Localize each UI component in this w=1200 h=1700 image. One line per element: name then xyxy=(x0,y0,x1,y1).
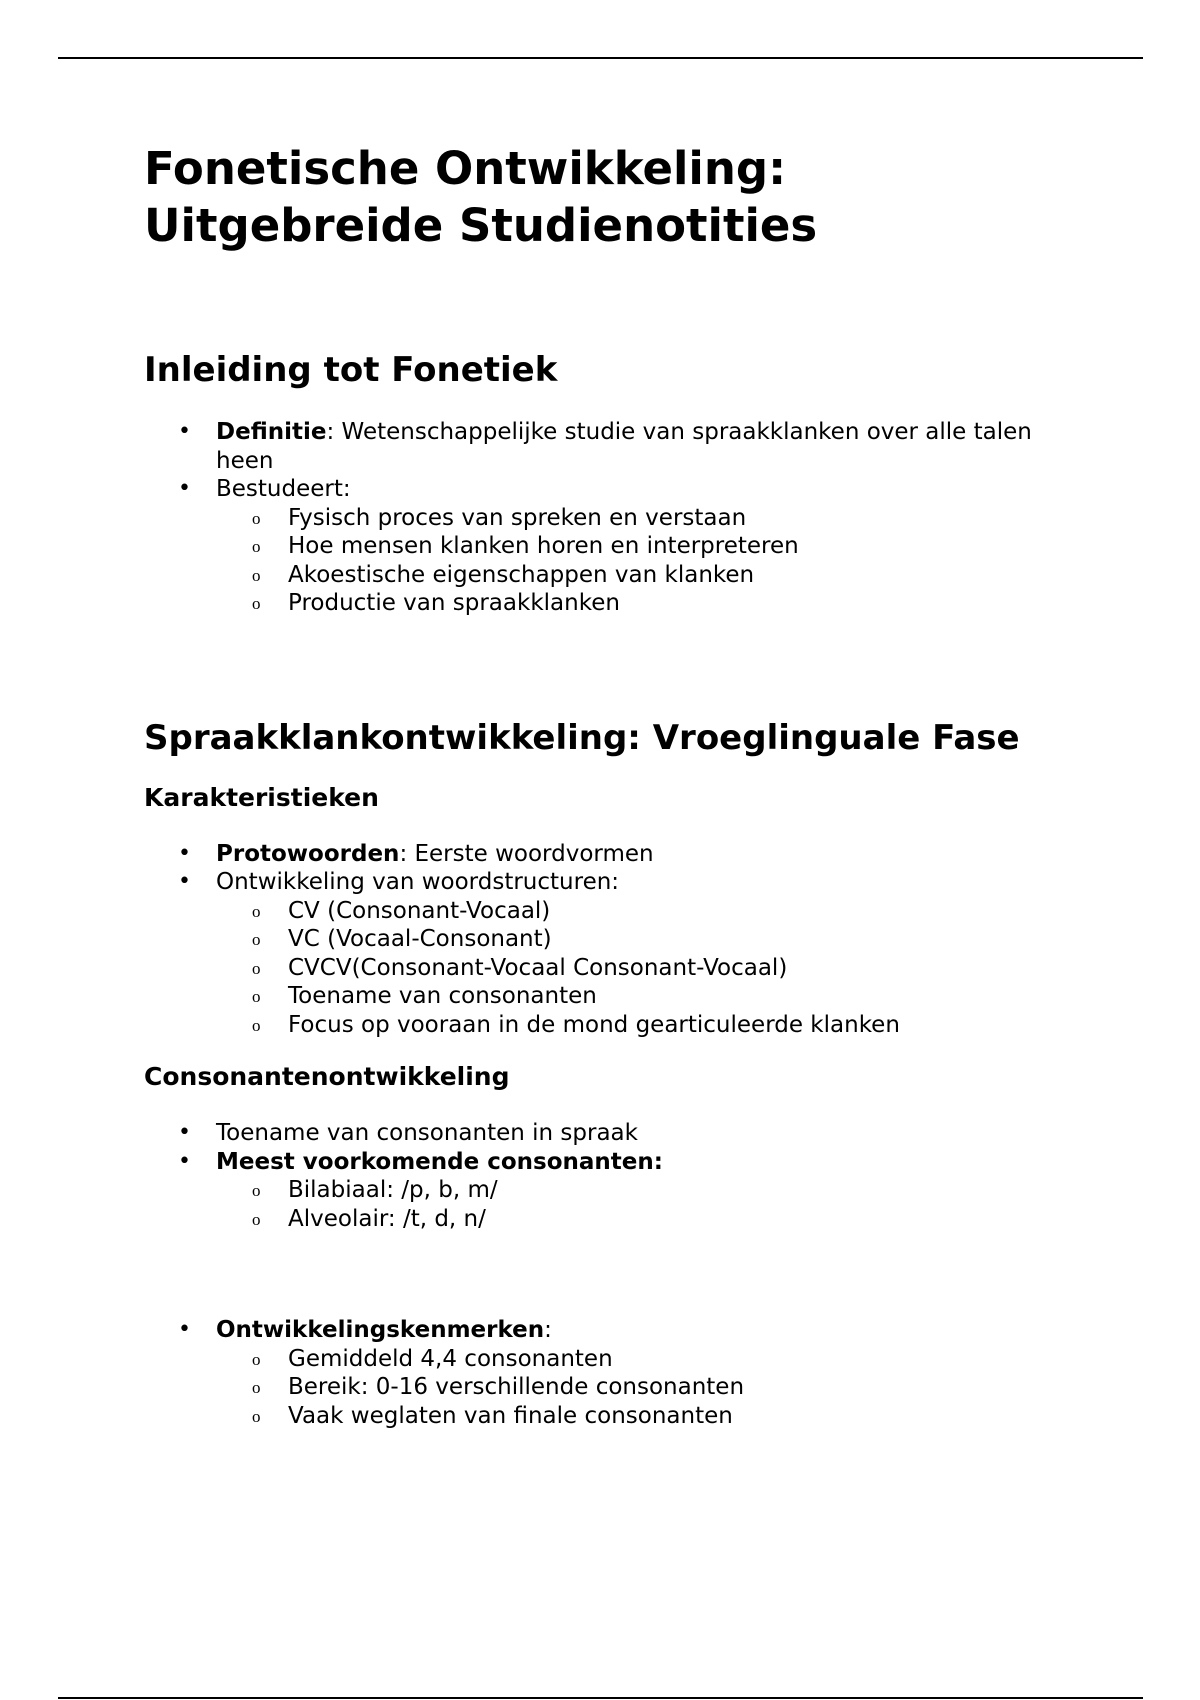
list-item-bold: Definitie xyxy=(216,419,327,445)
bullet-list-consonantenontwikkeling xyxy=(144,1119,1044,1233)
list-item-text: Bestudeert: xyxy=(216,476,351,502)
sub-list xyxy=(216,1176,1044,1233)
list-item-text: Toename van consonanten in spraak xyxy=(216,1120,638,1146)
sub-list-item: o CVCV(Consonant-Vocaal Consonant-Vocaal) xyxy=(288,954,1044,983)
subsection-heading-karakteristieken: Karakteristieken xyxy=(144,782,379,812)
sub-list-item: o Focus op vooraan in de mond gearticuleerde klanken xyxy=(288,1011,1044,1040)
subsection-heading-consonantenontwikkeling: Consonantenontwikkeling xyxy=(144,1062,510,1091)
sub-list-item: o CV (Consonant-Vocaal) xyxy=(288,897,1044,926)
bullet-list-ontwikkelingskenmerken xyxy=(144,1316,1044,1430)
list-item xyxy=(216,475,1044,618)
list-item-text: Ontwikkeling van woordstructuren: xyxy=(216,869,620,895)
sub-list-item: o Bereik: 0-16 verschillende consonanten xyxy=(288,1373,1044,1402)
list-item-text: : Wetenschappelijke studie van spraakklanken over alle talen heen xyxy=(216,419,1032,474)
list-item xyxy=(216,1119,1044,1148)
section-heading-inleiding: Inleiding tot Fonetiek xyxy=(144,350,558,390)
sub-list-item: o Toename van consonanten xyxy=(288,982,1044,1011)
document-title xyxy=(144,140,1044,254)
list-item-text: : Eerste woordvormen xyxy=(399,840,654,867)
top-rule xyxy=(58,57,1143,59)
document-body xyxy=(144,140,1044,1430)
bullet-list-inleiding xyxy=(144,418,1044,618)
document-title-line-2: Uitgebreide Studienotities xyxy=(144,199,818,252)
sub-list xyxy=(216,897,1044,1040)
sub-list-item: o Vaak weglaten van finale consonanten xyxy=(288,1402,1044,1431)
list-item-text: : xyxy=(544,1317,552,1343)
list-item xyxy=(216,418,1044,475)
list-item xyxy=(216,840,1044,869)
list-item xyxy=(216,1316,1044,1430)
document-title-line-1: Fonetische Ontwikkeling: xyxy=(144,142,787,195)
sub-list xyxy=(216,1345,1044,1431)
list-item-bold: Meest voorkomende consonanten: xyxy=(216,1148,663,1175)
list-item xyxy=(216,1148,1044,1234)
sub-list-item: o Alveolair: /t, d, n/ xyxy=(288,1205,1044,1234)
bullet-list-karakteristieken xyxy=(144,840,1044,1040)
sub-list-item: o VC (Vocaal-Consonant) xyxy=(288,925,1044,954)
sub-list-item: o Hoe mensen klanken horen en interpreteren xyxy=(288,532,1044,561)
section-heading-spraakklankontwikkeling: Spraakklankontwikkeling: Vroeglinguale Fase xyxy=(144,717,1020,758)
sub-list-item: o Akoestische eigenschappen van klanken xyxy=(288,561,1044,590)
sub-list-item: o Bilabiaal: /p, b, m/ xyxy=(288,1176,1044,1205)
list-item-bold: Protowoorden xyxy=(216,840,400,867)
sub-list xyxy=(216,504,1044,618)
sub-list-item: o Productie van spraakklanken xyxy=(288,589,1044,618)
sub-list-item: o Fysisch proces van spreken en verstaan xyxy=(288,504,1044,533)
list-item-bold: Ontwikkelingskenmerken xyxy=(216,1317,545,1343)
bottom-rule xyxy=(58,1697,1143,1699)
list-item xyxy=(216,868,1044,1039)
sub-list-item: o Gemiddeld 4,4 consonanten xyxy=(288,1345,1044,1374)
